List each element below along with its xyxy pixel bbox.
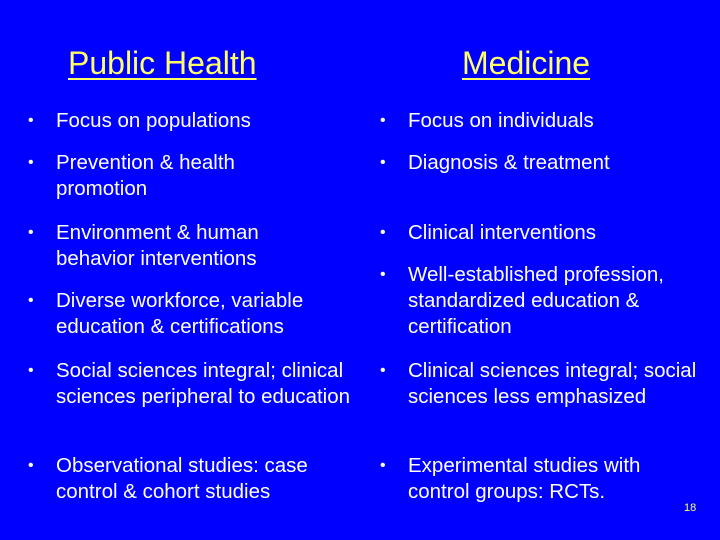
bullet-icon: • <box>380 266 386 283</box>
medicine-item: • Clinical interventions <box>380 221 597 244</box>
medicine-item: • Well-established profession, standardized education & certification <box>380 263 664 338</box>
bullet-icon: • <box>28 292 34 309</box>
public-health-item: • Environment & human behavior interventions <box>28 221 259 270</box>
bullet-icon: • <box>28 362 34 379</box>
medicine-heading: Medicine <box>462 45 591 81</box>
bullet-icon: • <box>28 154 34 171</box>
public-health-item: • Social sciences integral; clinical sciences peripheral to education <box>28 359 351 408</box>
public-health-item: • Observational studies: case control & cohort studies <box>28 454 308 503</box>
public-health-heading: Public Health <box>68 45 257 81</box>
bullet-icon: • <box>380 362 386 379</box>
bullet-icon: • <box>380 154 386 171</box>
bullet-icon: • <box>380 224 386 241</box>
bullet-icon: • <box>380 457 386 474</box>
public-health-item: • Diverse workforce, variable education & certifications <box>28 289 304 338</box>
medicine-item: • Focus on individuals <box>380 109 594 132</box>
medicine-item: • Diagnosis & treatment <box>380 151 610 174</box>
bullet-icon: • <box>28 224 34 241</box>
bullet-icon: • <box>28 457 34 474</box>
page-number: 18 <box>684 502 697 514</box>
bullet-icon: • <box>28 112 34 129</box>
public-health-item: • Prevention & health promotion <box>28 151 235 200</box>
bullet-icon: • <box>380 112 386 129</box>
medicine-item: • Clinical sciences integral; social sciences less emphasized <box>380 359 697 408</box>
public-health-item: • Focus on populations <box>28 109 251 132</box>
medicine-item: • Experimental studies with control groups: RCTs. <box>380 454 641 503</box>
